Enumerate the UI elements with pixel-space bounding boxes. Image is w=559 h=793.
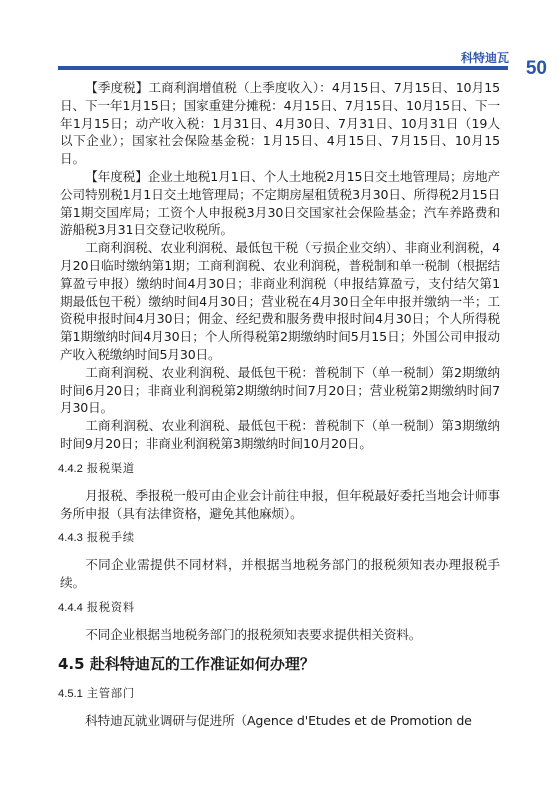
- subsection-number: 4.4.4: [58, 601, 83, 614]
- page-body: [60, 79, 500, 730]
- paragraph-third-installment: 工商利润税、农业利润税、最低包干税：普税制下（单一税制）第3期缴纳时间9月20日；非商业利润税第3期缴纳时间10月20日。: [60, 418, 500, 451]
- paragraph-authority: 科特迪瓦就业调研与促进所（Agence d'Etudes et de Promotion de: [85, 712, 472, 728]
- page-number: 50: [525, 58, 547, 79]
- paragraph-tax-channel: 月报税、季报税一般可由企业会计前往申报，但年税最好委托当地会计师事务所申报（具有法律资格，避免其他麻烦）。: [60, 487, 500, 521]
- paragraph-annual-tax: 【年度税】企业土地税1月1日、个人土地税2月15日交土地管理局；房地产公司特别税1月1日交土地管理局；不定期房屋租赁税3月30日、所得税2月15日第1期交国库局；工资个人申报税3月30日交国家社会保险基金；汽车养路费和游船税3月31日交登记收税所。: [60, 168, 500, 238]
- subsection-number: 4.4.3: [58, 532, 83, 545]
- paragraph-first-installment: 工商利润税、农业利润税、最低包干税（亏损企业交纳）、非商业利润税，4月20日临时缴纳第1期；工商利润税、农业利润税，普税制和单一税制（根据结算盈亏申报）缴纳时间4月30日；非商业利润税（申报结算盈亏，支付结欠第1期最低包干税）缴纳时间4月30日；营业税在4月30日全年申报并缴纳一半；工资税申报时间4月30日；佣金、经纪费和服务费申报时间4月30日；个人所得税第1期缴纳时间4月30日；个人所得税第2期缴纳时间5月15日；外国公司申报动产收入税缴纳时间5月30日。: [60, 240, 500, 362]
- subsection-title: 报税渠道: [86, 461, 135, 475]
- subsection-heading-tax-documents: [58, 600, 500, 616]
- subsection-title: 报税资料: [86, 600, 135, 614]
- paragraph-quarterly-tax: 【季度税】工商利润增值税（上季度收入）：4月15日、7月15日、10月15日、下一年1月15日；国家重建分摊税：4月15日、7月15日、10月15日、下一年1月15日；动产收入税：1月31日、4月30日、7月31日、10月31日（19人以下企业）；国家社会保险基金税：1月15日、4月15日、7月15日、10月15日。: [60, 80, 500, 167]
- subsection-title: 报税手续: [86, 531, 135, 545]
- paragraph-tax-documents: 不同企业根据当地税务部门的报税须知表要求提供相关资料。: [85, 626, 422, 642]
- running-header-title: 科特迪瓦: [460, 51, 509, 65]
- paragraph-tax-procedure: 不同企业需提供不同材料，并根据当地税务部门的报税须知表办理报税手续。: [60, 557, 500, 591]
- section-title: 赴科特迪瓦的工作准证如何办理？: [89, 654, 315, 673]
- section-number: 4.5: [58, 654, 85, 673]
- subsection-heading-tax-channel: [58, 461, 500, 477]
- subsection-number: 4.5.1: [58, 687, 83, 700]
- header-rule: [58, 66, 508, 70]
- subsection-title: 主管部门: [86, 686, 135, 700]
- section-heading-work-permit: [58, 654, 500, 674]
- paragraph-second-installment: 工商利润税、农业利润税、最低包干税：普税制下（单一税制）第2期缴纳时间6月20日；非商业利润税第2期缴纳时间7月20日；营业税第2期缴纳时间7月30日。: [60, 364, 500, 416]
- subsection-number: 4.4.2: [58, 462, 83, 475]
- subsection-heading-tax-procedure: [58, 530, 500, 546]
- subsection-heading-authority: [58, 686, 500, 702]
